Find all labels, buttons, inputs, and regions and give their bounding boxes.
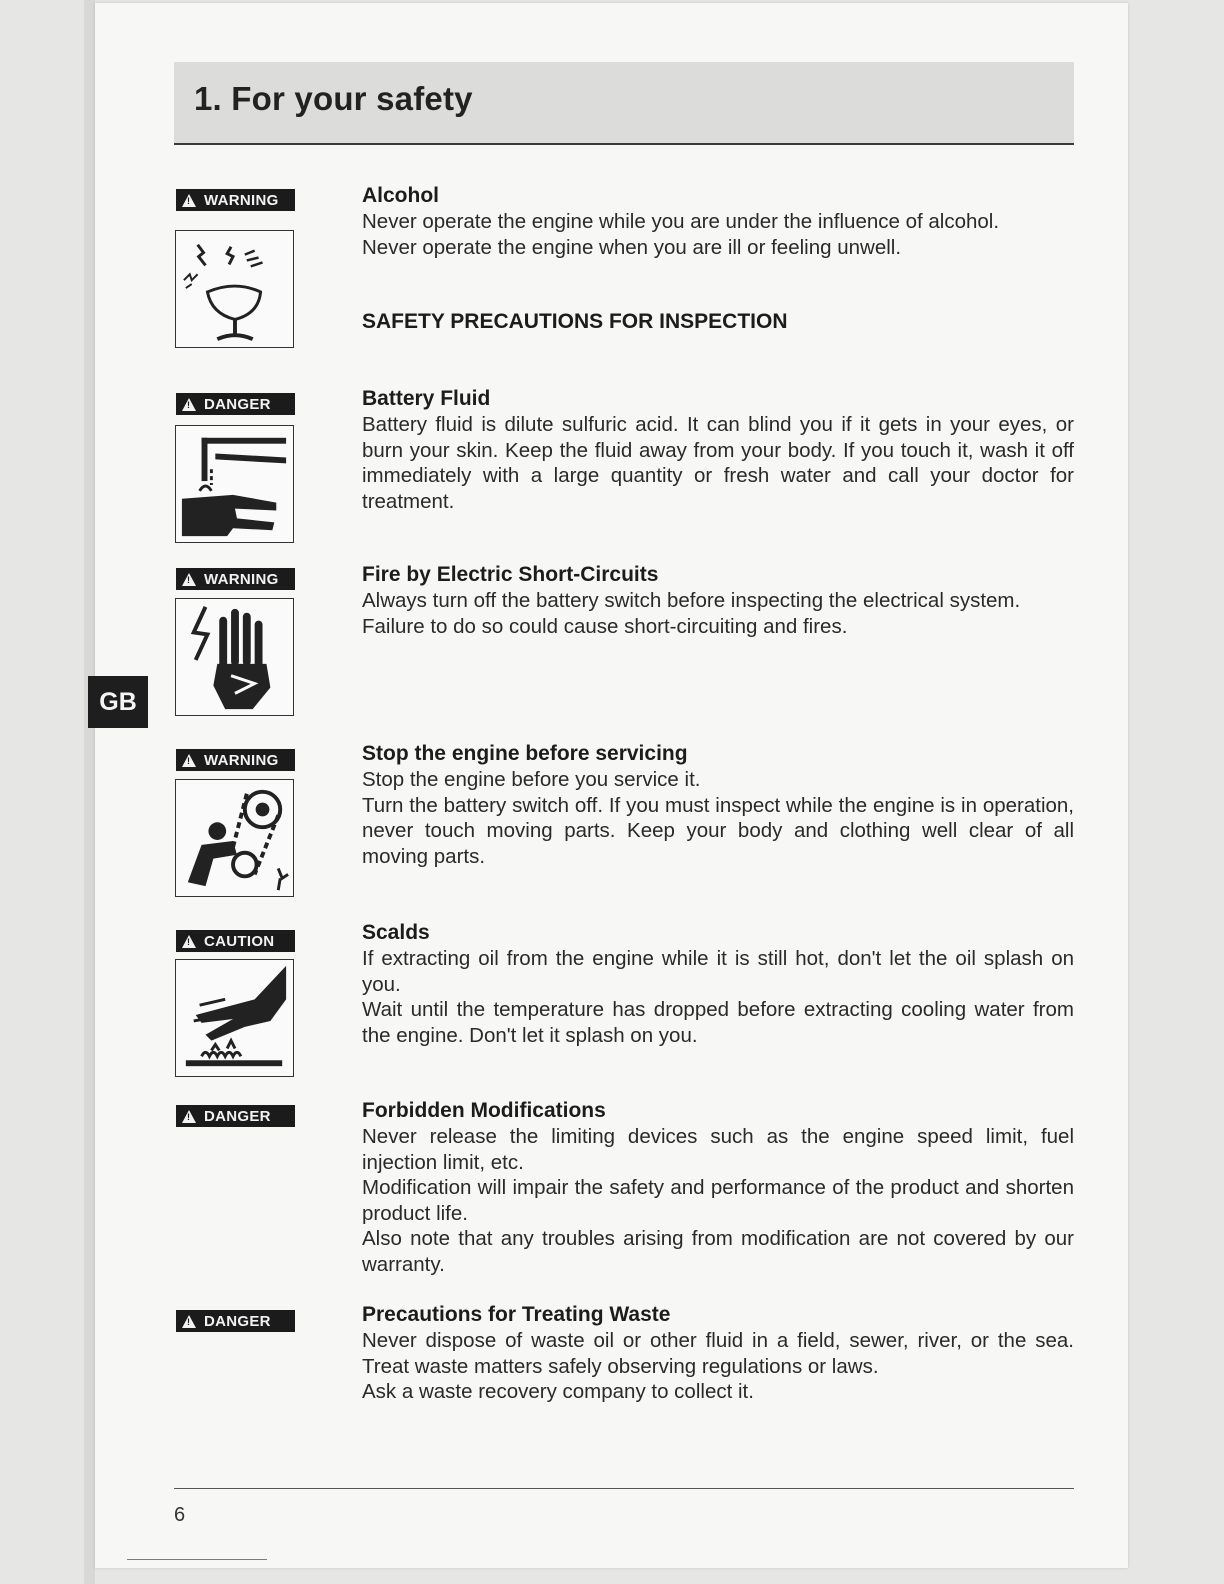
page-number: 6 [174, 1504, 186, 1526]
section-body-battery-fluid [362, 412, 1074, 514]
warning-triangle-icon [182, 754, 196, 767]
section-body-treating-waste [362, 1328, 1074, 1405]
footer-rule [174, 1488, 1074, 1489]
section-body-alcohol [362, 209, 1074, 260]
badge-label: WARNING [204, 570, 279, 588]
scan-edge [84, 0, 95, 1584]
section-title-stop-engine: Stop the engine before servicing [362, 742, 688, 765]
paragraph: Turn the battery switch off. If you must inspect while the engine is in operation, never touch moving parts. Keep your body and clothing well clear of all moving parts. [362, 793, 1074, 868]
danger-badge [176, 1105, 295, 1127]
paragraph: Never operate the engine when you are ill or feeling unwell. [362, 235, 902, 259]
danger-badge [176, 1310, 295, 1332]
section-body-scalds [362, 946, 1074, 1048]
section-body-stop-engine [362, 767, 1074, 869]
paragraph: Always turn off the battery switch before inspecting the electrical system. [362, 589, 1021, 612]
language-tab: GB [88, 676, 148, 728]
inspection-subheading: SAFETY PRECAUTIONS FOR INSPECTION [362, 310, 788, 333]
badge-label: DANGER [204, 395, 271, 413]
warning-triangle-icon [182, 1315, 196, 1328]
warning-triangle-icon [182, 194, 196, 207]
page-title: 1. For your safety [194, 80, 473, 117]
paragraph: If extracting oil from the engine while it is still hot, don't let the oil splash on you. [362, 947, 1074, 996]
warning-badge [176, 189, 295, 211]
warning-badge [176, 568, 295, 590]
paragraph: Failure to do so could cause short-circuiting and fires. [362, 614, 848, 638]
warning-badge [176, 749, 295, 771]
acid-burn-hand-icon [175, 425, 294, 543]
section-title-alcohol: Alcohol [362, 184, 439, 207]
paragraph: Wait until the temperature has dropped before extracting cooling water from the engine. Don't let it splash on you. [362, 998, 1074, 1047]
section-title-battery-fluid: Battery Fluid [362, 387, 491, 410]
badge-label: DANGER [204, 1107, 271, 1125]
section-body-forbidden-modifications [362, 1124, 1074, 1277]
paragraph: Never dispose of waste oil or other fluid in a field, sewer, river, or the sea. Treat waste matters safely observing regulations or laws. [362, 1329, 1074, 1378]
warning-triangle-icon [182, 1110, 196, 1123]
bottom-link-line [127, 1559, 267, 1560]
section-body-short-circuits [362, 588, 1074, 639]
badge-label: DANGER [204, 1312, 271, 1330]
danger-badge [176, 393, 295, 415]
alcohol-glass-icon [175, 230, 294, 348]
section-title-forbidden-modifications: Forbidden Modifications [362, 1099, 606, 1122]
paragraph: Never operate the engine while you are under the influence of alcohol. [362, 210, 1000, 233]
paragraph: Stop the engine before you service it. [362, 768, 701, 791]
badge-label: WARNING [204, 191, 279, 209]
warning-triangle-icon [182, 398, 196, 411]
section-title-treating-waste: Precautions for Treating Waste [362, 1303, 671, 1326]
warning-triangle-icon [182, 573, 196, 586]
paragraph: Modification will impair the safety and performance of the product and shorten product life. [362, 1176, 1074, 1225]
paragraph: Battery fluid is dilute sulfuric acid. It can blind you if it gets in your eyes, or burn your skin. Keep the fluid away from your body. If you touch it, wash it off immediately with a large quantity or fresh water and call your doctor for treatment. [362, 413, 1074, 513]
electric-shock-hand-icon [175, 598, 294, 716]
section-title-short-circuits: Fire by Electric Short-Circuits [362, 563, 659, 586]
paragraph: Never release the limiting devices such as the engine speed limit, fuel injection limit, etc. [362, 1125, 1074, 1174]
badge-label: CAUTION [204, 932, 275, 950]
caution-badge [176, 930, 295, 952]
paragraph: Ask a waste recovery company to collect it. [362, 1380, 754, 1403]
section-title-scalds: Scalds [362, 921, 430, 944]
warning-triangle-icon [182, 935, 196, 948]
badge-label: WARNING [204, 751, 279, 769]
moving-parts-belt-icon [175, 779, 294, 897]
paragraph: Also note that any troubles arising from modification are not covered by our warranty. [362, 1227, 1074, 1276]
hot-liquid-hand-icon [175, 959, 294, 1077]
